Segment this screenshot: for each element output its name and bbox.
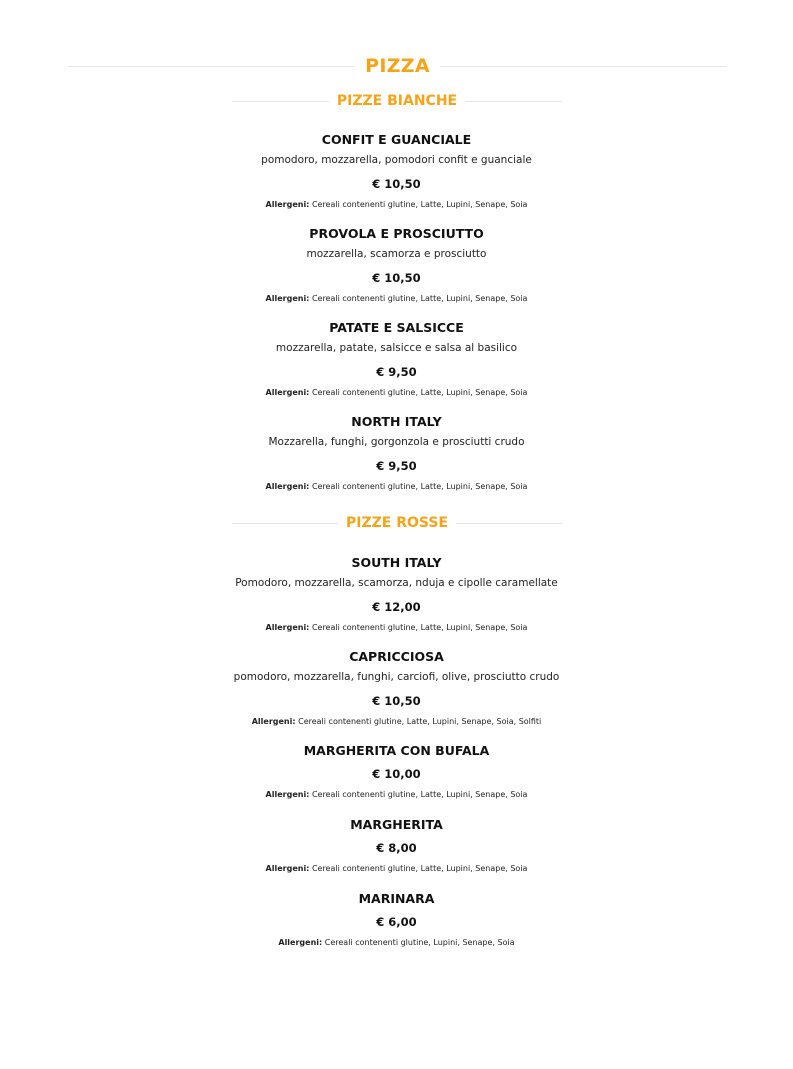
item-price: € 10,50	[372, 694, 421, 708]
allergens-list: Cereali contenenti glutine, Latte, Lupini, Senape, Soia	[311, 294, 528, 303]
item-description: pomodoro, mozzarella, pomodori confit e guanciale	[261, 154, 532, 166]
allergens-label: Allergeni:	[265, 200, 310, 209]
item-allergens	[0, 200, 793, 209]
item-allergens	[0, 482, 793, 491]
allergens-label: Allergeni:	[265, 482, 310, 491]
item-price: € 10,50	[372, 177, 421, 191]
item-price: € 6,00	[376, 915, 417, 929]
divider-right	[465, 101, 562, 102]
item-name: MARINARA	[358, 891, 435, 906]
allergens-label: Allergeni:	[265, 623, 310, 632]
category-title: PIZZA	[365, 55, 430, 77]
item-allergens	[0, 790, 793, 799]
item-allergens	[0, 294, 793, 303]
section-title: PIZZE BIANCHE	[336, 93, 458, 109]
allergens-label: Allergeni:	[251, 717, 296, 726]
divider-left	[232, 101, 329, 102]
allergens-label: Allergeni:	[278, 938, 323, 947]
item-allergens	[0, 864, 793, 873]
allergens-list: Cereali contenenti glutine, Latte, Lupini, Senape, Soia, Solfiti	[298, 717, 542, 726]
allergens-list: Cereali contenenti glutine, Latte, Lupini, Senape, Soia	[311, 482, 528, 491]
item-description: mozzarella, scamorza e prosciutto	[306, 248, 487, 260]
item-name: CAPRICCIOSA	[349, 649, 444, 664]
item-description: Pomodoro, mozzarella, scamorza, nduja e cipolle caramellate	[235, 577, 558, 589]
item-allergens	[0, 938, 793, 947]
item-name: PROVOLA E PROSCIUTTO	[309, 226, 484, 241]
item-allergens	[0, 388, 793, 397]
allergens-list: Cereali contenenti glutine, Latte, Lupini, Senape, Soia	[311, 200, 528, 209]
item-description: pomodoro, mozzarella, funghi, carciofi, olive, prosciutto crudo	[233, 671, 560, 683]
allergens-label: Allergeni:	[265, 790, 310, 799]
item-price: € 9,50	[376, 365, 417, 379]
divider-left	[68, 66, 355, 67]
allergens-list: Cereali contenenti glutine, Latte, Lupini, Senape, Soia	[311, 864, 528, 873]
item-description: Mozzarella, funghi, gorgonzola e prosciutti crudo	[268, 436, 525, 448]
item-allergens	[0, 717, 793, 726]
allergens-label: Allergeni:	[265, 864, 310, 873]
item-price: € 12,00	[372, 600, 421, 614]
allergens-list: Cereali contenenti glutine, Latte, Lupini, Senape, Soia	[311, 790, 528, 799]
item-name: CONFIT E GUANCIALE	[321, 132, 472, 147]
category-header	[68, 52, 727, 80]
item-name: MARGHERITA CON BUFALA	[303, 743, 490, 758]
allergens-list: Cereali contenenti glutine, Latte, Lupini, Senape, Soia	[311, 388, 528, 397]
divider-left	[232, 523, 338, 524]
item-allergens	[0, 623, 793, 632]
allergens-label: Allergeni:	[265, 388, 310, 397]
item-name: SOUTH ITALY	[351, 555, 442, 570]
item-price: € 8,00	[376, 841, 417, 855]
divider-right	[456, 523, 562, 524]
divider-right	[440, 66, 727, 67]
allergens-list: Cereali contenenti glutine, Lupini, Senape, Soia	[324, 938, 515, 947]
item-name: NORTH ITALY	[351, 414, 442, 429]
item-name: MARGHERITA	[350, 817, 443, 832]
section-title: PIZZE ROSSE	[346, 515, 448, 531]
item-price: € 10,00	[372, 767, 421, 781]
item-name: PATATE E SALSICCE	[329, 320, 464, 335]
allergens-label: Allergeni:	[265, 294, 310, 303]
item-price: € 10,50	[372, 271, 421, 285]
item-description: mozzarella, patate, salsicce e salsa al basilico	[275, 342, 518, 354]
item-price: € 9,50	[376, 459, 417, 473]
section-header-bianche	[232, 90, 562, 112]
section-header-rosse	[232, 512, 562, 534]
allergens-list: Cereali contenenti glutine, Latte, Lupini, Senape, Soia	[311, 623, 528, 632]
